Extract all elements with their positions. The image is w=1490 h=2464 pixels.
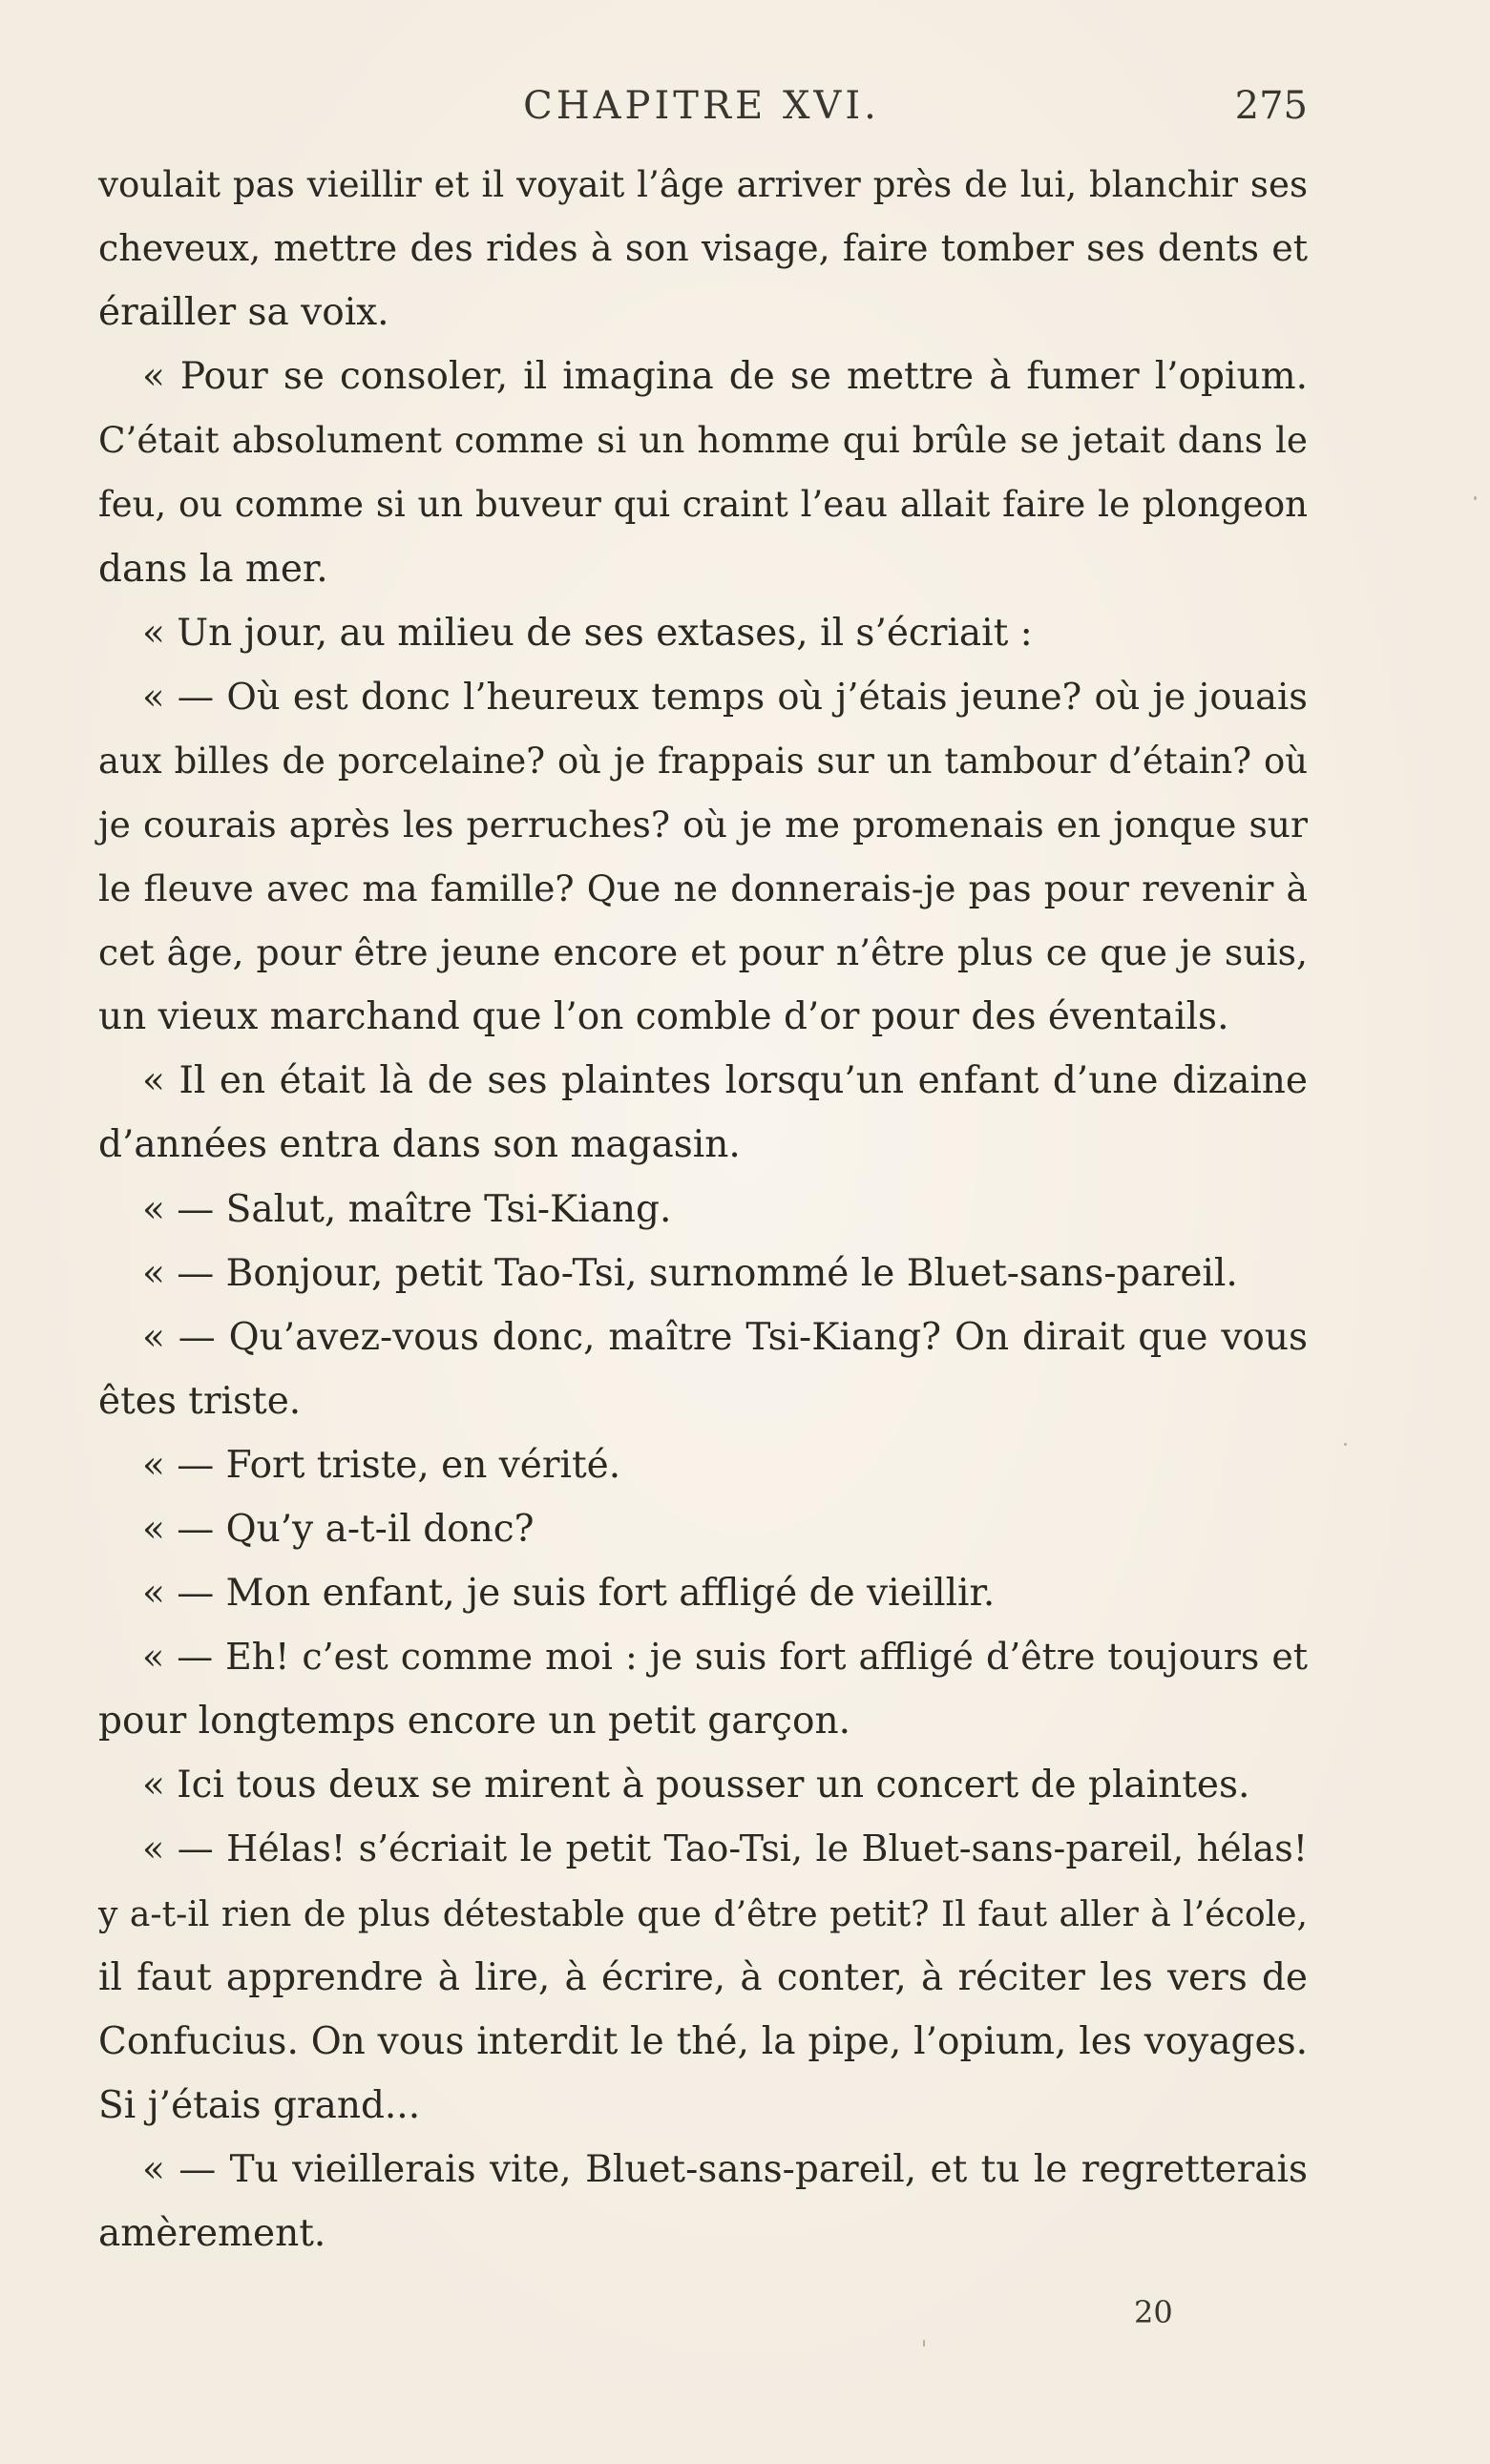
signature-mark: 20 — [1134, 2294, 1173, 2330]
text-line: « — Qu’avez-vous donc, maître Tsi-Kiang? On dirait que vous — [142, 1315, 1308, 1359]
text-line: « Il en était là de ses plaintes lorsqu’un enfant d’une dizaine — [142, 1059, 1308, 1103]
text-line: « Pour se consoler, il imagina de se mettre à fumer l’opium. — [142, 355, 1308, 399]
text-line: « — Eh! c’est comme moi : je suis fort affligé d’être toujours et — [142, 1636, 1308, 1679]
text-line: « — Salut, maître Tsi-Kiang. — [142, 1187, 672, 1231]
text-line: Si j’étais grand... — [98, 2083, 421, 2127]
text-line: dans la mer. — [98, 547, 328, 591]
text-line: « Un jour, au milieu de ses extases, il s’écriait : — [142, 611, 1033, 655]
text-line: un vieux marchand que l’on comble d’or pour des éventails. — [98, 995, 1229, 1039]
text-line: « — Où est donc l’heureux temps où j’étais jeune? où je jouais — [142, 675, 1308, 719]
text-line: « — Qu’y a-t-il donc? — [142, 1507, 535, 1551]
text-line: « — Fort triste, en vérité. — [142, 1443, 621, 1487]
text-line: il faut apprendre à lire, à écrire, à conter, à réciter les vers de — [98, 1955, 1308, 1999]
text-line: d’années entra dans son magasin. — [98, 1123, 741, 1167]
text-line: aux billes de porcelaine? où je frappais sur un tambour d’étain? où — [98, 740, 1308, 782]
text-line: Confucius. On vous interdit le thé, la pipe, l’opium, les voyages. — [98, 2019, 1308, 2063]
text-line: « — Mon enfant, je suis fort affligé de vieillir. — [142, 1572, 996, 1616]
text-line: cheveux, mettre des rides à son visage, faire tomber ses dents et — [98, 227, 1308, 270]
body-text — [98, 153, 1308, 2266]
text-line: feu, ou comme si un buveur qui craint l’eau allait faire le plongeon — [98, 484, 1308, 526]
text-line: amèrement. — [98, 2212, 326, 2255]
text-line: voulait pas vieillir et il voyait l’âge arriver près de lui, blanchir ses — [98, 164, 1308, 205]
text-line: « Ici tous deux se mirent à pousser un concert de plaintes. — [142, 1764, 1250, 1807]
text-line: érailler sa voix. — [98, 291, 389, 335]
text-line: « — Tu vieillerais vite, Bluet-sans-pareil, et tu le regretterais — [142, 2147, 1308, 2191]
text-line: « — Bonjour, petit Tao-Tsi, surnommé le Bluet-sans-pareil. — [142, 1251, 1238, 1295]
text-line: êtes triste. — [98, 1379, 302, 1423]
running-title: CHAPITRE XVI. — [523, 84, 880, 128]
text-line: cet âge, pour être jeune encore et pour n’être plus ce que je suis, — [98, 931, 1308, 974]
text-line: y a-t-il rien de plus détestable que d’être petit? Il faut aller à l’école, — [98, 1892, 1308, 1934]
text-line: pour longtemps encore un petit garçon. — [98, 1700, 850, 1744]
text-line: « — Hélas! s’écriait le petit Tao-Tsi, le Bluet-sans-pareil, hélas! — [142, 1827, 1308, 1870]
text-line: le fleuve avec ma famille? Que ne donnerais-je pas pour revenir à — [98, 867, 1308, 910]
page-number: 275 — [1234, 84, 1308, 128]
text-line: je courais après les perruches? où je me promenais en jonque sur — [98, 803, 1308, 846]
text-line: C’était absolument comme si un homme qui brûle se jetait dans le — [98, 419, 1308, 462]
page-header — [95, 84, 1308, 141]
